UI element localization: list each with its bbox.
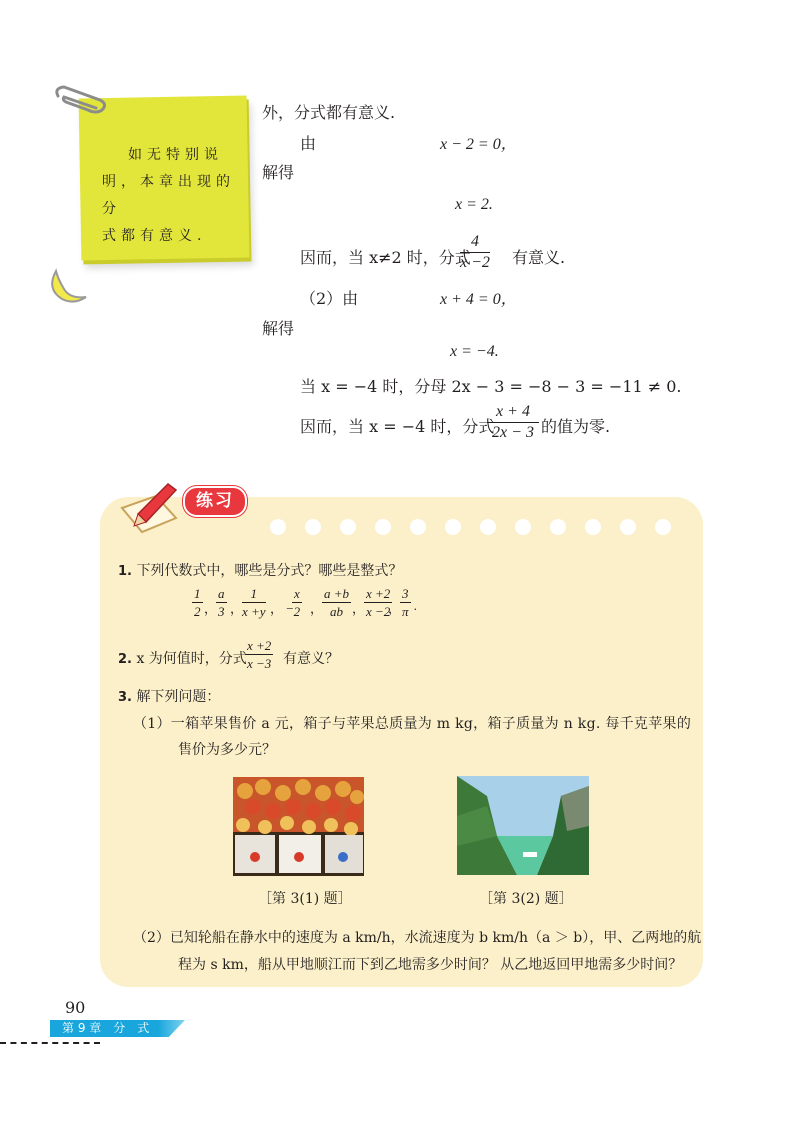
fraction xyxy=(292,585,302,620)
page-number: 90 xyxy=(65,998,86,1017)
fraction-numerator: 1 xyxy=(242,585,266,603)
fraction xyxy=(192,585,203,620)
text-line: 由 xyxy=(300,134,317,153)
fraction xyxy=(400,585,411,620)
question-text: x 为何值时，分式 xyxy=(136,651,247,667)
question-number: 2. xyxy=(118,652,132,667)
separator: ， xyxy=(352,601,366,616)
expression-list xyxy=(162,585,462,629)
question-number: 1. xyxy=(118,564,132,579)
equation: x + 4 = 0， xyxy=(440,291,517,308)
fraction-numerator: a xyxy=(218,586,225,601)
question-1 xyxy=(118,560,402,580)
text-line: 解得 xyxy=(262,163,295,182)
fraction-denominator: 2x − 3 xyxy=(492,424,534,441)
separator: ， xyxy=(230,601,244,616)
question-text: 解下列问题： xyxy=(136,689,221,705)
fraction-numerator: 1 xyxy=(194,586,201,601)
equation: x = 2. xyxy=(455,196,493,213)
fraction-denominator: 3 xyxy=(218,604,225,619)
text-line: 因而，当 x≠2 时，分式 xyxy=(300,248,471,267)
fraction xyxy=(245,637,273,672)
equation: x = −4. xyxy=(450,343,499,360)
fraction-numerator: 4 xyxy=(460,232,490,253)
fraction-denominator: π xyxy=(401,604,409,619)
chapter-label: 第 9 章 分 式 xyxy=(62,1021,150,1035)
fraction xyxy=(242,585,266,620)
fraction-denominator: 2 xyxy=(293,604,301,619)
note-line-1: 如无特别说 xyxy=(128,147,223,163)
note-line-2: 明，本章出现的分 xyxy=(102,174,235,217)
fraction-numerator: x +2 xyxy=(366,586,391,601)
separator: ， xyxy=(310,601,324,616)
pencil-paper-icon xyxy=(116,478,188,536)
text-line: 当 x = −4 时，分母 2x − 3 = −8 − 3 = −11 ≠ 0. xyxy=(300,377,682,396)
question-text: 有意义？ xyxy=(283,651,339,667)
practice-badge: 练习 xyxy=(183,486,247,517)
fraction xyxy=(487,402,539,443)
separator: ， xyxy=(204,601,218,616)
fraction xyxy=(216,585,227,620)
fraction-numerator: 3 xyxy=(402,586,409,601)
fraction-numerator: a +b xyxy=(324,586,350,601)
text-line: 的值为零. xyxy=(541,417,611,436)
question-2 xyxy=(118,648,247,668)
fraction-numerator: x + 4 xyxy=(487,402,539,423)
margin-note-text xyxy=(102,142,237,250)
question-3-2-line-1: （2）已知轮船在静水中的速度为 a km/h，水流速度为 b km/h（a ＞ b），甲、乙两地的航 xyxy=(133,930,702,946)
footer-dashed-line xyxy=(0,1042,100,1044)
fraction xyxy=(460,232,490,273)
crescent-moon-icon xyxy=(44,265,92,307)
note-line-3: 式都有意义. xyxy=(102,228,207,244)
river-gorge-photo xyxy=(457,776,589,875)
separator: ， − xyxy=(270,601,294,616)
question-3-2-line-2: 程为 s km，船从甲地顺江而下到乙地需多少时间？ 从乙地返回甲地需多少时间？ xyxy=(178,957,683,973)
fraction-denominator: x −2 xyxy=(460,254,490,271)
question-3 xyxy=(118,686,220,706)
question-3-1-line-1: （1）一箱苹果售价 a 元，箱子与苹果总质量为 m kg，箱子质量为 n kg. 每千克苹果的 xyxy=(133,716,692,732)
question-number: 3. xyxy=(118,690,132,705)
fraction-denominator: x −3 xyxy=(247,656,272,671)
text-line: （2）由 xyxy=(300,289,359,308)
separator: ， xyxy=(388,601,402,616)
text-line: 解得 xyxy=(262,319,295,338)
caption-3-2: ［第 3(2) 题］ xyxy=(479,891,573,907)
fraction-denominator: x −2 xyxy=(366,604,391,619)
terminal-period: . xyxy=(414,598,418,613)
fraction xyxy=(322,585,351,620)
text-line: 因而，当 x = −4 时，分式 xyxy=(300,417,495,436)
question-3-1-line-2: 售价为多少元？ xyxy=(178,742,276,758)
equation: x − 2 = 0， xyxy=(440,136,517,153)
question-text: 下列代数式中，哪些是分式？哪些是整式？ xyxy=(136,563,403,579)
fraction-numerator: x xyxy=(294,586,300,601)
paperclip-icon xyxy=(52,82,112,122)
fraction-denominator: x +y xyxy=(242,604,266,619)
apples-photo xyxy=(233,777,364,876)
text-line: 外，分式都有意义. xyxy=(262,103,396,122)
caption-3-1: ［第 3(1) 题］ xyxy=(258,891,352,907)
fraction-numerator: x +2 xyxy=(247,638,272,653)
text-line: 有意义. xyxy=(512,248,566,267)
fraction-denominator: ab xyxy=(330,604,344,619)
fraction-denominator: 2 xyxy=(194,604,201,619)
